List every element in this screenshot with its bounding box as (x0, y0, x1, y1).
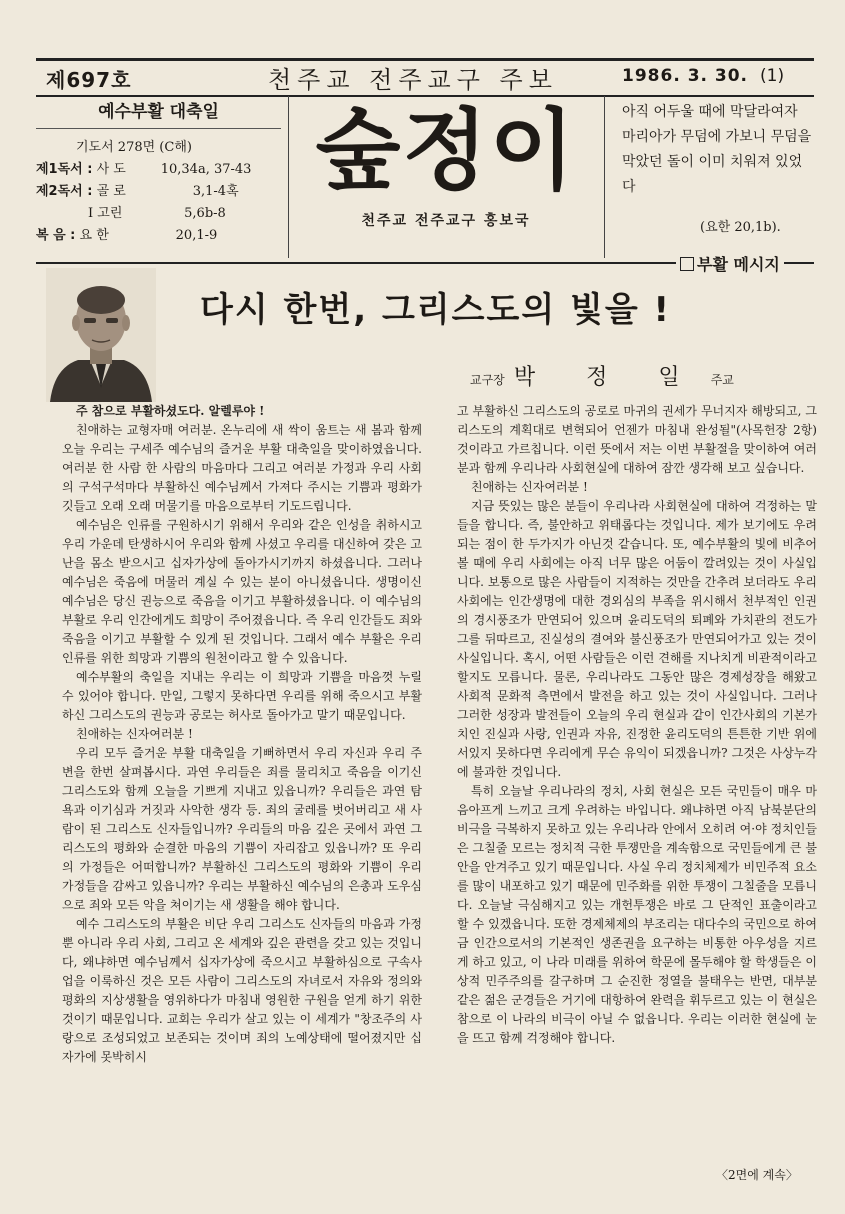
scripture-ref: (요한 20,1b). (700, 220, 781, 235)
feast-title: 예수부활 대축일 (36, 96, 281, 129)
reading-ref: 5,6b-8 (184, 206, 226, 221)
reading-row (88, 202, 226, 221)
paragraph: 예수님은 인류를 구원하시기 위해서 우리와 같은 인성을 취하시고 우리 가운데 탄생하시어 우리와 함께 사셨고 우리를 대신하여 갖은 고난을 몸소 받으시고 십자가상에 돌아가시기까지 하셨읍니다. 그러나 예수님은 죽음에 머물러 계실 수 있는 분이 아니셨읍니다. 생명이신 예수님은 당신 권능으로 죽음을 이기고 부활하셨읍니다. 이 예수님의 부활로 우리 인간에게도 희망이 주어졌읍니다. 즉 우리 인간들도 죄와 죽음을 이기고 부활할 수 있게 된 것입니다. 그래서 예수 부활은 우리 인류를 위한 희망과 기쁨의 원천이라고 할 수 있읍니다. (62, 518, 423, 665)
paragraph: 친애하는 신자여러분 ! (76, 727, 193, 741)
paragraph: 고 부활하신 그리스도의 공로로 마귀의 권세가 무너지자 해방되고, 그리스도의 계획대로 변혁되어 언젠가 마침내 완성될"(사목헌장 2항) 것이라고 가르칩니다. 이런 뜻에서 저는 이번 부활절을 맞이하여 여러분과 함께 우리나라 사회현실에 대하여 잠깐 생각해 보고 싶습니다. (457, 404, 817, 475)
reading-book: 골 로 (96, 184, 126, 199)
publisher: 천주교 전주교구 홍보국 (361, 213, 531, 229)
reading-label: 제1독서 : (36, 162, 93, 177)
author-suffix: 주교 (710, 373, 734, 387)
readings-box (36, 96, 281, 258)
paragraph: 예수부활의 축일을 지내는 우리는 이 희망과 기쁨을 마음껏 누릴 수 있어야 합니다. 만일, 그렇지 못하다면 우리를 위해 죽으시고 부활하신 그리스도의 권능과 공로는 허사로 돌아가고 말기 때문입니다. (62, 670, 422, 722)
headline: 다시 한번, 그리스도의 빛을 ! (200, 290, 672, 330)
scripture-quote: 아직 어두울 때에 막달라여자 마리아가 무덤에 가보니 무덤을 막았던 돌이 이미 치워져 있었다 (622, 104, 812, 195)
reading-ref: 3,1-4혹 (192, 184, 239, 199)
reading-label: 제2독서 : (36, 184, 93, 199)
bishop-portrait-icon (46, 268, 156, 402)
reading-book: 사 도 (96, 162, 126, 177)
paragraph: 지금 뜻있는 많은 분들이 우리나라 사회현실에 대하여 걱정하는 말들을 합니다. 즉, 불안하고 위태롭다는 것입니다. 제가 보기에도 우려되는 점이 한 두가지가 아닌것 같습니다. 또, 예수부활의 빛에 비추어 볼 때에 우리 사회에는 아직 너무 많은 어둠이 깔려있는 것이 사실입니다. 보통으로 많은 사람들이 지적하는 것만을 간추려 보더라도 우리 사회에는 인간생명에 대한 경외심의 부족을 위시해서 천부적인 인권의 경시풍조가 만연되어 있으며 윤리도덕의 퇴폐와 가치관의 전도가 그를 뒤따르고, 진실성의 결여와 불신풍조가 만연되어가고 있는 것이 사실입니다. 혹시, 어떤 사람들은 이런 견해를 지나치게 비관적이라고 할지도 모릅니다. 물론, 우리나라도 그동안 많은 경제성장을 해왔고 사회적 문화적 측면에서 발전을 하고 있는 것이 사실입니다. 그러나 그러한 성장과 발전들이 오늘의 우리 현실과 같이 인간사회의 기본가치인 진실과 사랑, 인권과 자유, 진정한 윤리도덕의 튼튼한 기반 위에 서있지 못하다면 우리에게 무슨 유익이 되겠읍니까? 그것은 사상누각에 불과한 것입니다. (457, 499, 817, 779)
paper-name: 천주교 전주교구 주보 (268, 66, 558, 94)
paragraph: 예수 그리스도의 부활은 비단 우리 그리스도 신자들의 마음과 가정 뿐 아니라 우리 사회, 그리고 온 세계와 깊은 관련을 갖고 있는 것입니다, 왜냐하면 예수님께서 십자가상에 죽으시고 부활하심으로 구속사업을 이룩하신 것은 모든 사람이 그리스도의 자녀로서 자유와 정의와 평화의 지상생활을 영위하다가 마침내 영원한 구원을 얻게 하기 위한 것이기 때문입니다. 교회는 우리가 살고 있는 이 세계가 "창조주의 사랑으로 조성되었고 보존되는 것이며 죄의 노예상태에 떨어졌지만 십자가에 못박히시 (62, 917, 422, 1064)
reading-ref: 10,34a, 37-43 (160, 162, 252, 177)
divider (604, 96, 605, 258)
section-label-text: 부활 메시지 (697, 255, 780, 274)
article-column-right (457, 402, 817, 1048)
issue-number: 제697호 (46, 68, 132, 92)
author-title: 교구장 (470, 373, 505, 387)
reading-book: 요 한 (79, 228, 109, 243)
masthead (300, 96, 592, 261)
paragraph: 우리 모두 즐거운 부활 대축일을 기뻐하면서 우리 자신과 우리 주변을 한번 살펴봅시다. 과연 우리들은 죄를 물리치고 죽음을 이기신 그리스도와 함께 오늘을 기쁘게 지내고 있읍니까? 우리들은 과연 탐욕과 이기심과 거짓과 사악한 생각 등. 죄의 굴레를 벗어버리고 새 사람이 된 그리스도 신자들입니까? 우리들의 마음 깊은 곳에서 과연 그리스도의 평화와 순결한 마음의 기쁨이 자리잡고 있읍니까? 또 우리의 가정들은 어떠합니까? 부활하신 그리스도의 평화와 기쁨이 우리 가정들을 감싸고 있읍니까? 우리는 부활하신 예수님의 은총과 도우심으로 죄와 모든 악을 쳐이기는 새 생활을 해야 합니다. (62, 746, 422, 912)
article-column-left (62, 402, 422, 1067)
issue-date: 1986. 3. 30. (622, 66, 749, 86)
reading-row (36, 158, 251, 177)
reading-book: I 고린 (88, 206, 123, 221)
reading-ref: 20,1-9 (175, 228, 218, 243)
reading-row (36, 224, 217, 243)
page-number: (1) (760, 66, 785, 86)
paragraph: 특히 오늘날 우리나라의 정치, 사회 현실은 모든 국민들이 매우 마음아프게 느끼고 크게 우려하는 바입니다. 왜냐하면 아직 남북분단의 비극을 극복하지 못하고 있는 우리나라 안에서 오히려 여·야 정치인들은 그칠줄 모르는 정치적 극한 투쟁만을 계속함으로 국민들에게 큰 불안을 안겨주고 있기 때문입니다. 사실 우리 정치체제가 비민주적 요소를 많이 내포하고 있기 때문에 민주화를 위한 투쟁이 그칠줄을 모릅니다. 오늘날 극심해지고 있는 개헌투쟁은 바로 그 단적인 표출이라고 할 수 있겠읍니다. 또한 경제체제의 부조리는 대다수의 국민으로 하여금 인간으로서의 기본적인 생존권을 요구하는 비통한 아우성을 지르게 하고 있고, 이 나라 미래를 위하여 학문에 몰두해야 할 학생들은 이상적 민주주의를 갈구하며 그 순진한 정열을 불태우는 반면, 대부분 같은 젊은 군경들은 거기에 대항하여 완력을 휘두르고 있는 이 현실은 참으로 이 나라의 비극이 아닐 수 없읍니다. 우리는 이러한 현실에 눈을 뜨고 함께 걱정해야 합니다. (457, 784, 817, 1045)
reading-row (36, 180, 239, 199)
continued-note: 〈2면에 계속〉 (716, 1168, 798, 1182)
section-label (676, 250, 784, 277)
paragraph: 친애하는 신자여러분 ! (471, 480, 588, 494)
divider (288, 96, 289, 258)
reading-label: 복 음 : (36, 228, 76, 243)
paragraph: 친애하는 교형자매 여러분. 온누리에 새 싹이 움트는 새 봄과 함께 오늘 우리는 구세주 예수님의 즐거운 부활 대축일을 맞이하였읍니다. 여러분 한 사람 한 사람의 마음마다 그리고 여러분 가정과 우리 사회의 구석구석마다 부활하신 예수님께서 가져다 주시는 기쁨과 평화가 깃들고 오래 오래 머물기를 마음으로부터 기도드립니다. (62, 423, 422, 513)
author-name: 박 정 일 (513, 365, 702, 390)
prayer-book: 기도서 278면 (C해) (76, 140, 192, 155)
masthead-logo: 숲정이 (315, 99, 577, 202)
paragraph: 주 참으로 부활하셨도다. 알렐루야 ! (76, 404, 265, 418)
byline (470, 360, 734, 391)
checkbox-icon (680, 257, 694, 271)
